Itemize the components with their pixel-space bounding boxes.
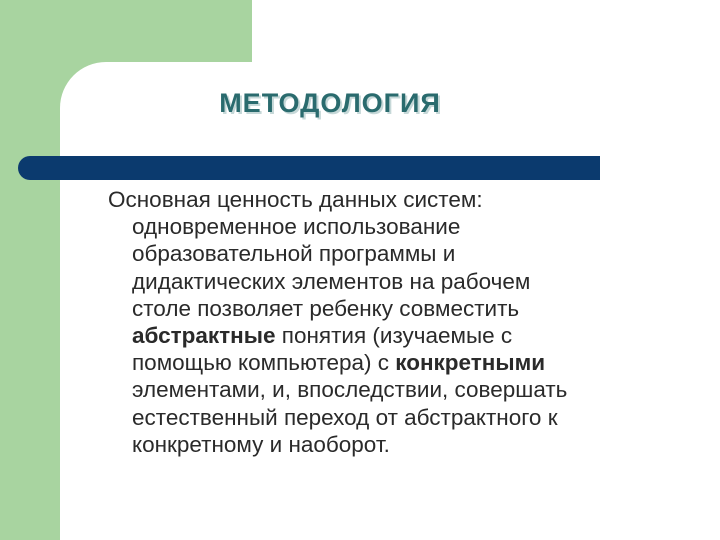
paragraph-text-3: элементами, и, впоследствии, совершать естественный переход от абстрактного к конкретному и наоборот. [132,377,568,457]
slide-title: МЕТОДОЛОГИЯ [219,88,441,118]
title-divider-bar [18,156,600,180]
paragraph-bold-concrete: конкретными [395,350,546,376]
green-accent-left [0,0,60,540]
paragraph-text-1: Основная ценность данных систем: одновременное использование образовательной программы и дидактических элементов на рабочем столе позволяет ребенку совместить [108,187,531,321]
paragraph-text-2: понятия (изучаемые с помощью компьютера) с [132,323,513,376]
paragraph-bold-abstract: абстрактные [132,323,276,349]
slide-body-paragraph [108,186,720,458]
